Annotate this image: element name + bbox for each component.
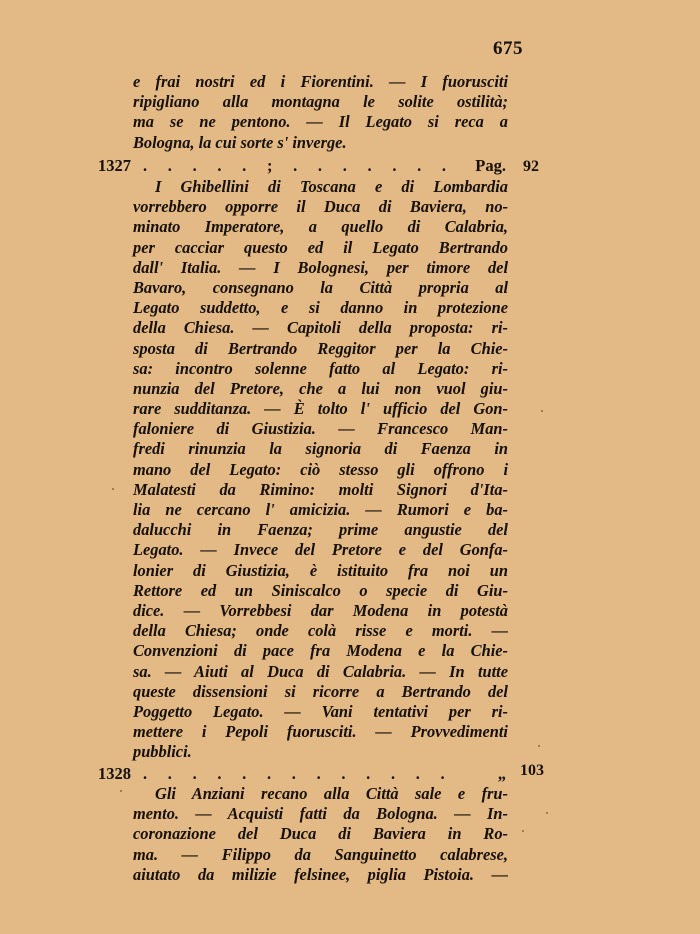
page-ref-number: 103 xyxy=(520,762,544,779)
leader-dots: . . . . . ; . . . . . . . xyxy=(143,156,455,175)
entry-heading-1327 xyxy=(98,156,508,176)
scan-speck xyxy=(538,745,540,747)
page-ref-number: 92 xyxy=(523,158,539,175)
scan-speck xyxy=(112,488,114,490)
text-line: e frai nostri ed i Fiorentini. — I fuorusciti xyxy=(133,72,508,91)
text-line: Bologna, la cui sorte s' inverge. xyxy=(133,132,347,152)
text-line: lia ne cercano l' amicizia. — Rumori e ba- xyxy=(133,500,508,519)
text-line: faloniere di Giustizia. — Francesco Man- xyxy=(133,419,508,439)
text-line: nunzia del Pretore, che a lui non vuol giu- xyxy=(133,378,508,398)
page-number: 675 xyxy=(493,38,523,59)
entry-year: 1327 xyxy=(98,156,131,175)
text-line: dalucchi in Faenza; prime angustie del xyxy=(133,520,508,540)
text-line: della Chiesa. — Capitoli della proposta: ri- xyxy=(133,318,508,338)
text-line: ripigliano alla montagna le solite ostilità; xyxy=(133,92,508,112)
text-line: fredi rinunzia la signoria di Faenza in xyxy=(133,439,508,459)
text-line: queste dissensioni si ricorre a Bertrando del xyxy=(133,681,508,701)
page-ref-label: „ xyxy=(497,764,506,783)
text-line: ma se ne pentono. — Il Legato si reca a xyxy=(133,112,508,132)
text-line: sposta di Bertrando Reggitor per la Chie- xyxy=(133,338,508,358)
entry-year: 1328 xyxy=(98,764,131,783)
text-line: coronazione del Duca di Baviera in Ro- xyxy=(133,824,508,844)
text-line: lonier di Giustizia, è istituito fra noi un xyxy=(133,560,508,580)
text-line: minato Imperatore, a quello di Calabria, xyxy=(133,217,508,237)
text-line: Legato suddetto, e si danno in protezione xyxy=(133,298,508,318)
intro-paragraph xyxy=(133,72,508,153)
entry-heading-1328 xyxy=(98,764,508,784)
text-line: rare sudditanza. — È tolto l' ufficio del Gon- xyxy=(133,399,508,419)
entry-summary-1328 xyxy=(133,784,508,885)
text-line: vorrebbero opporre il Duca di Baviera, no- xyxy=(133,197,508,217)
text-line: della Chiesa; onde colà risse e morti. — xyxy=(133,621,508,641)
text-line: pubblici. xyxy=(133,742,192,762)
text-line: mano del Legato: ciò stesso gli offrono i xyxy=(133,459,508,479)
scan-speck xyxy=(546,812,548,814)
text-line: Poggetto Legato. — Vani tentativi per ri- xyxy=(133,701,508,721)
text-line: Gli Anziani recano alla Città sale e fru- xyxy=(155,784,508,803)
text-line: ma. — Filippo da Sanguinetto calabrese, xyxy=(133,844,508,864)
text-line: per cacciar questo ed il Legato Bertrando xyxy=(133,237,508,257)
text-line: Convenzioni di pace fra Modena e la Chie- xyxy=(133,641,508,661)
text-line: mento. — Acquisti fatti da Bologna. — In- xyxy=(133,804,508,824)
text-line: I Ghibellini di Toscana e di Lombardia xyxy=(155,177,508,196)
text-line: dall' Italia. — I Bolognesi, per timore del xyxy=(133,257,508,277)
text-line: Legato. — Invece del Pretore e del Gonfa- xyxy=(133,540,508,560)
text-line: mettere i Pepoli fuorusciti. — Provvedimenti xyxy=(133,722,508,742)
text-line: sa: incontro solenne fatto al Legato: ri- xyxy=(133,358,508,378)
text-line: Malatesti da Rimino: molti Signori d'Ita- xyxy=(133,479,508,499)
text-line: Bavaro, consegnano la Città propria al xyxy=(133,277,508,297)
text-line: sa. — Aiuti al Duca di Calabria. — In tutte xyxy=(133,661,508,681)
entry-summary-1327 xyxy=(133,177,508,762)
leader-dots: . . . . . . . . . . . . . xyxy=(143,764,453,783)
scan-speck xyxy=(522,830,524,832)
text-line: aiutato da milizie felsinee, piglia Pistoia. — xyxy=(133,864,508,884)
page-ref-label: Pag. xyxy=(475,156,506,175)
scan-speck xyxy=(120,790,122,792)
scan-speck xyxy=(541,410,543,412)
text-line: dice. — Vorrebbesi dar Modena in potestà xyxy=(133,600,508,620)
text-line: Rettore ed un Siniscalco o specie di Giu- xyxy=(133,580,508,600)
